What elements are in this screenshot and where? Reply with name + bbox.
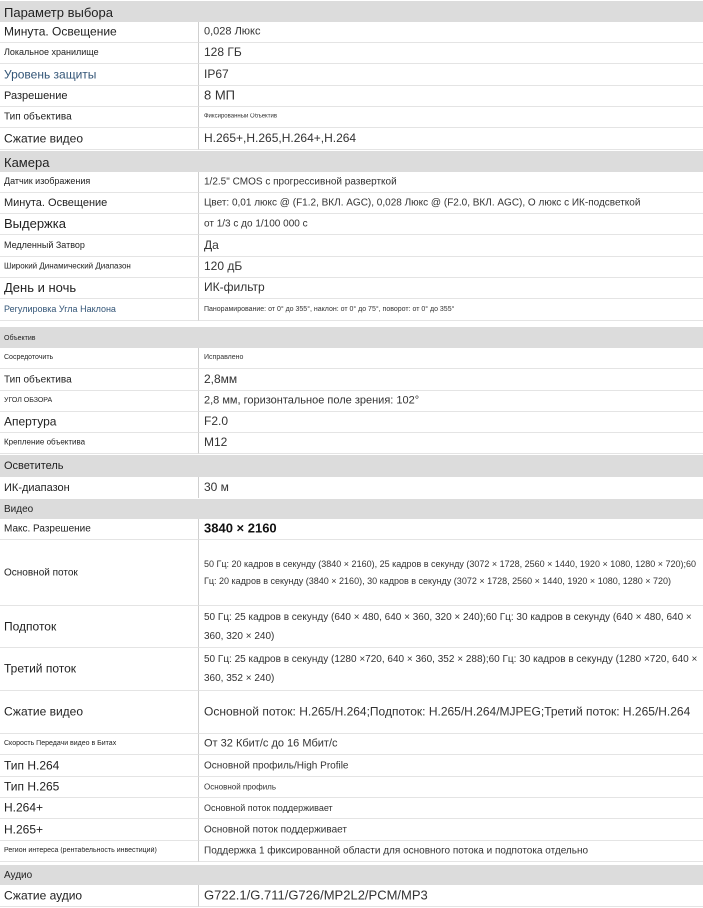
spec-value-cell bbox=[199, 107, 703, 128]
spec-label: Сжатие аудио bbox=[4, 888, 83, 902]
spec-value: M12 bbox=[204, 436, 228, 450]
spec-row bbox=[0, 734, 703, 755]
spec-value-cell bbox=[199, 86, 703, 107]
spec-label: ИК-диапазон bbox=[4, 481, 70, 494]
spec-label-cell bbox=[0, 777, 199, 798]
spec-label-cell bbox=[0, 691, 199, 734]
spec-value-cell bbox=[199, 214, 703, 235]
spec-label-cell bbox=[0, 540, 199, 606]
spec-value-cell bbox=[199, 348, 703, 369]
spec-label-cell bbox=[0, 648, 199, 691]
spec-label: Выдержка bbox=[4, 216, 66, 231]
spec-label-cell bbox=[0, 369, 199, 391]
spec-label: Уровень защиты bbox=[4, 67, 97, 81]
spec-value-cell bbox=[199, 798, 703, 819]
spec-value: 2,8мм bbox=[204, 372, 238, 386]
spec-label-cell bbox=[0, 519, 199, 540]
spec-label-cell bbox=[0, 22, 199, 43]
section-header bbox=[0, 864, 703, 885]
spec-label-cell bbox=[0, 193, 199, 214]
spec-label: Тип объектива bbox=[4, 111, 72, 123]
spec-row bbox=[0, 755, 703, 777]
spec-value-cell bbox=[199, 391, 703, 412]
spec-row bbox=[0, 22, 703, 43]
spec-row bbox=[0, 369, 703, 391]
spec-label-cell bbox=[0, 235, 199, 257]
spec-row bbox=[0, 777, 703, 798]
spec-label-cell bbox=[0, 433, 199, 454]
spec-value-cell bbox=[199, 606, 703, 648]
spec-label-cell bbox=[0, 107, 199, 128]
spec-row bbox=[0, 648, 703, 691]
spec-value: F2.0 bbox=[204, 415, 229, 429]
spec-value-cell bbox=[199, 819, 703, 841]
section-header bbox=[0, 0, 703, 22]
spec-label: Скорость Передачи видео в Битах bbox=[4, 740, 117, 748]
spec-label-cell bbox=[0, 299, 199, 321]
spec-row bbox=[0, 64, 703, 86]
spec-value: Основной поток: H.265/H.264;Подпоток: H.265/H.264/MJPEG;Третий поток: H.265/H.264 bbox=[204, 704, 691, 719]
spec-value-cell bbox=[199, 257, 703, 278]
spec-label: Сжатие видео bbox=[4, 705, 84, 719]
spec-value: Исправлено bbox=[204, 353, 244, 361]
spec-value: G722.1/G.711/G726/MP2L2/PCM/MP3 bbox=[204, 888, 428, 903]
spec-row bbox=[0, 235, 703, 257]
spec-value-cell bbox=[199, 128, 703, 150]
spec-value: 50 Гц: 25 кадров в секунду (640 × 480, 640 × 360, 320 × 240);60 Гц: 30 кадров в секунду (640 × 480, 640 × 360, 320 × 240) bbox=[204, 611, 692, 642]
spec-label: Апертура bbox=[4, 415, 57, 429]
spec-label: Медленный Затвор bbox=[4, 240, 85, 250]
spec-value-cell bbox=[199, 755, 703, 777]
spec-label: Регулировка Угла Наклона bbox=[4, 304, 116, 314]
spec-label-cell bbox=[0, 257, 199, 278]
spec-row bbox=[0, 193, 703, 214]
spec-value-cell bbox=[199, 519, 703, 540]
spec-label: День и ночь bbox=[4, 280, 77, 295]
section-title: Видео bbox=[4, 503, 34, 515]
spec-value: Фиксированный Объектив bbox=[204, 113, 278, 120]
spec-row bbox=[0, 412, 703, 433]
section-header bbox=[0, 326, 703, 348]
spec-row bbox=[0, 348, 703, 369]
spec-label: H.264+ bbox=[4, 801, 44, 815]
spec-value: ИК-фильтр bbox=[204, 281, 265, 295]
spec-label-cell bbox=[0, 606, 199, 648]
spec-value-cell bbox=[199, 299, 703, 321]
spec-label-cell bbox=[0, 755, 199, 777]
spec-row bbox=[0, 391, 703, 412]
spec-value-cell bbox=[199, 777, 703, 798]
spec-label-cell bbox=[0, 172, 199, 193]
spec-value-cell bbox=[199, 734, 703, 755]
spec-row bbox=[0, 819, 703, 841]
spec-label: Минута. Освещение bbox=[4, 196, 108, 209]
spec-row bbox=[0, 214, 703, 235]
spec-value: 8 МП bbox=[204, 88, 236, 103]
spec-label: Разрешение bbox=[4, 89, 68, 102]
spec-row bbox=[0, 433, 703, 454]
spec-label-cell bbox=[0, 214, 199, 235]
section-title: Камера bbox=[4, 154, 50, 170]
spec-value: 3840 × 2160 bbox=[204, 521, 277, 536]
spec-label: Макс. Разрешение bbox=[4, 523, 91, 535]
spec-value-cell bbox=[199, 235, 703, 257]
spec-row bbox=[0, 278, 703, 299]
spec-value-cell bbox=[199, 540, 703, 606]
spec-row bbox=[0, 86, 703, 107]
spec-label: Регион интереса (рентабельность инвестиций) bbox=[4, 847, 157, 855]
section-header bbox=[0, 454, 703, 477]
spec-value-cell bbox=[199, 841, 703, 862]
spec-label: УГОЛ ОБЗОРА bbox=[4, 397, 53, 405]
spec-value: 50 Гц: 20 кадров в секунду (3840 × 2160), 25 кадров в секунду (3072 × 1728, 2560 × 1440, 1920 × 1080, 1280 × 720);60 Гц: 20 кадров в секунду (3840 × 2160), 30 кадров в секунду (3072 × 1728, 2560 × 1440, 1920 × 1080, 1280 × 720) bbox=[204, 558, 697, 586]
spec-value: 30 м bbox=[204, 480, 229, 494]
spec-row bbox=[0, 691, 703, 734]
spec-value-cell bbox=[199, 193, 703, 214]
section-title: Осветитель bbox=[4, 460, 64, 472]
spec-label: Сосредоточить bbox=[4, 354, 54, 362]
spec-value-cell bbox=[199, 412, 703, 433]
spec-label-cell bbox=[0, 86, 199, 107]
spec-value: Основной поток поддерживает bbox=[204, 823, 347, 835]
spec-row bbox=[0, 841, 703, 862]
spec-label-cell bbox=[0, 43, 199, 64]
spec-label-cell bbox=[0, 798, 199, 819]
spec-value-cell bbox=[199, 43, 703, 64]
spec-value-cell bbox=[199, 64, 703, 86]
spec-label: Тип H.265 bbox=[4, 780, 60, 794]
spec-label: H.265+ bbox=[4, 822, 44, 836]
spec-label: Тип H.264 bbox=[4, 758, 60, 772]
spec-row bbox=[0, 798, 703, 819]
section-title: Аудио bbox=[4, 869, 33, 881]
spec-label-cell bbox=[0, 64, 199, 86]
spec-value-cell bbox=[199, 172, 703, 193]
section-title: Параметр выбора bbox=[4, 4, 113, 20]
spec-label-cell bbox=[0, 278, 199, 299]
spec-value: 1/2.5" CMOS с прогрессивной разверткой bbox=[204, 176, 397, 188]
spec-label-cell bbox=[0, 885, 199, 907]
spec-label: Минута. Освещение bbox=[4, 25, 117, 39]
spec-value: 128 ГБ bbox=[204, 46, 242, 60]
spec-value: от 1/3 с до 1/100 000 с bbox=[204, 218, 308, 230]
spec-value: 0,028 Люкс bbox=[204, 25, 261, 38]
spec-value-cell bbox=[199, 648, 703, 691]
spec-value: 50 Гц: 25 кадров в секунду (1280 ×720, 640 × 360, 352 × 288);60 Гц: 30 кадров в секунду (1280 ×720, 640 × 360, 352 × 240) bbox=[204, 654, 698, 684]
spec-row bbox=[0, 172, 703, 193]
spec-value: IP67 bbox=[204, 67, 229, 81]
spec-value: Основной профиль bbox=[204, 782, 277, 792]
spec-label: Локальное хранилище bbox=[4, 48, 99, 58]
spec-label-cell bbox=[0, 348, 199, 369]
spec-value: 120 дБ bbox=[204, 260, 243, 274]
spec-value: От 32 Кбит/с до 16 Мбит/с bbox=[204, 737, 338, 750]
spec-value: Основной профиль/High Profile bbox=[204, 759, 349, 771]
spec-label-cell bbox=[0, 391, 199, 412]
spec-label: Подпоток bbox=[4, 619, 57, 633]
spec-value: Поддержка 1 фиксированной области для основного потока и подпотока отдельно bbox=[204, 845, 589, 857]
spec-value-cell bbox=[199, 691, 703, 734]
spec-value: Цвет: 0,01 люкс @ (F1.2, ВКЛ. AGC), 0,028 Люкс @ (F2.0, ВКЛ. AGC), O люкс с ИК-подсветкой bbox=[204, 197, 641, 209]
spec-value: Да bbox=[204, 238, 219, 252]
spec-row bbox=[0, 107, 703, 128]
spec-value-cell bbox=[199, 433, 703, 454]
spec-value: Основной поток поддерживает bbox=[204, 802, 333, 813]
spec-label: Основной поток bbox=[4, 567, 78, 578]
spec-label-cell bbox=[0, 477, 199, 499]
spec-row bbox=[0, 519, 703, 540]
spec-value: Панорамирование: от 0° до 355°, наклон: от 0° до 75°, поворот: от 0° до 355° bbox=[204, 305, 455, 313]
spec-row bbox=[0, 43, 703, 64]
spec-label-cell bbox=[0, 819, 199, 841]
spec-label-cell bbox=[0, 841, 199, 862]
spec-value-cell bbox=[199, 477, 703, 499]
spec-label-cell bbox=[0, 734, 199, 755]
spec-value-cell bbox=[199, 885, 703, 907]
spec-label: Сжатие видео bbox=[4, 131, 84, 145]
spec-row bbox=[0, 885, 703, 907]
spec-label-cell bbox=[0, 412, 199, 433]
spec-label: Крепление объектива bbox=[4, 438, 86, 447]
spec-label: Датчик изображения bbox=[4, 177, 91, 187]
spec-row bbox=[0, 128, 703, 150]
spec-label: Широкий Динамический Диапазон bbox=[4, 262, 131, 271]
spec-row bbox=[0, 606, 703, 648]
spec-label-cell bbox=[0, 128, 199, 150]
spec-label: Тип объектива bbox=[4, 374, 72, 385]
section-header bbox=[0, 498, 703, 519]
spec-row bbox=[0, 257, 703, 278]
section-header bbox=[0, 150, 703, 172]
section-title: Объектив bbox=[4, 334, 36, 342]
spec-label: Третий поток bbox=[4, 662, 77, 676]
spec-value: H.265+,H.265,H.264+,H.264 bbox=[204, 131, 357, 145]
spec-row bbox=[0, 477, 703, 499]
spec-value: 2,8 мм, горизонтальное поле зрения: 102° bbox=[204, 394, 420, 407]
spec-value-cell bbox=[199, 369, 703, 391]
spec-row bbox=[0, 299, 703, 321]
spec-value-cell bbox=[199, 278, 703, 299]
spec-value-cell bbox=[199, 22, 703, 43]
spec-row bbox=[0, 540, 703, 606]
